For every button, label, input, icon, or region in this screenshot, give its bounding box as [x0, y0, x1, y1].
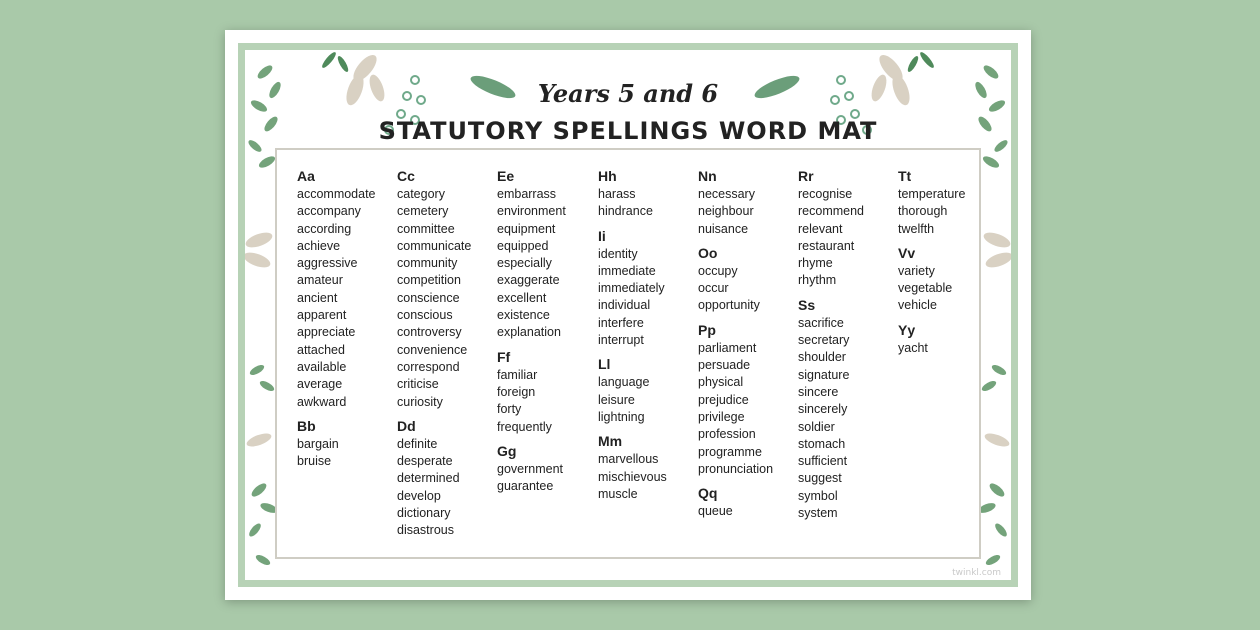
word-column	[798, 167, 864, 528]
spelling-word: familiar	[497, 367, 538, 382]
letter-group	[898, 244, 965, 315]
spelling-word: environment	[497, 204, 566, 219]
letter-group	[598, 167, 667, 221]
letter-group	[497, 348, 566, 436]
letter-heading: Ee	[497, 168, 515, 184]
word-column	[297, 167, 376, 476]
letter-heading: Ll	[598, 356, 611, 373]
letter-heading: Vv	[898, 244, 916, 261]
letter-heading: Qq	[698, 485, 718, 502]
letter-group	[397, 167, 471, 411]
spelling-word: yacht	[898, 340, 928, 355]
spelling-word: accompany	[297, 204, 361, 219]
letter-heading: Aa	[297, 168, 315, 184]
spelling-word: especially	[497, 256, 552, 271]
spelling-word: definite	[397, 436, 438, 451]
spelling-word: prejudice	[698, 392, 749, 407]
spelling-word: shoulder	[798, 350, 846, 365]
letter-group	[397, 417, 471, 540]
spelling-word: necessary	[698, 187, 755, 201]
spelling-word: vegetable	[898, 281, 953, 296]
spelling-word: interfere	[598, 315, 644, 330]
letter-group	[698, 167, 773, 238]
spelling-word: system	[798, 506, 838, 521]
spelling-word: twelfth	[898, 221, 935, 236]
letter-heading: Pp	[698, 321, 716, 338]
spelling-word: variety	[898, 263, 935, 278]
spelling-word: disastrous	[397, 523, 454, 538]
letter-heading: Ff	[497, 348, 511, 365]
letter-heading: Rr	[798, 168, 814, 184]
letter-group	[798, 167, 864, 290]
spelling-word: explanation	[497, 325, 561, 340]
spelling-word: cemetery	[397, 204, 449, 219]
letter-group	[297, 167, 376, 411]
spelling-word: neighbour	[698, 204, 754, 219]
spelling-word: attached	[297, 342, 345, 357]
letter-group	[698, 244, 773, 315]
letter-heading: Hh	[598, 168, 617, 184]
spelling-word: lightning	[598, 409, 645, 424]
spelling-word: persuade	[698, 358, 751, 373]
spelling-word: available	[297, 359, 347, 374]
letter-heading: Oo	[698, 244, 718, 261]
spelling-word: recommend	[798, 204, 864, 219]
word-column	[397, 167, 471, 546]
spelling-word: interrupt	[598, 333, 644, 348]
spelling-word: appreciate	[297, 325, 356, 340]
spelling-word: desperate	[397, 454, 453, 469]
letter-group	[598, 227, 667, 350]
spelling-word: language	[598, 375, 650, 390]
spelling-word: immediate	[598, 263, 656, 278]
spelling-word: equipped	[497, 238, 549, 253]
letter-group	[497, 442, 566, 496]
spelling-word: leisure	[598, 392, 635, 407]
spelling-word: existence	[497, 308, 550, 323]
spelling-word: physical	[698, 375, 744, 390]
word-list-panel	[275, 148, 981, 559]
spelling-word: secretary	[798, 333, 850, 348]
spelling-word: amateur	[297, 273, 343, 288]
spelling-word: bruise	[297, 454, 332, 469]
spelling-word: individual	[598, 298, 651, 313]
spelling-word: soldier	[798, 419, 835, 434]
spelling-word: rhythm	[798, 273, 837, 288]
spelling-word: hindrance	[598, 204, 653, 219]
word-column	[598, 167, 667, 509]
spelling-word: pronunciation	[698, 461, 774, 476]
spelling-word: determined	[397, 471, 460, 486]
spelling-word: sincerely	[798, 402, 848, 417]
spelling-word: sincere	[798, 384, 839, 399]
spelling-word: signature	[798, 367, 850, 382]
spelling-word: bargain	[297, 436, 339, 451]
spelling-word: criticise	[397, 377, 439, 392]
spelling-word: privilege	[698, 409, 745, 424]
spelling-word: immediately	[598, 281, 665, 296]
spelling-word: competition	[397, 273, 461, 288]
spelling-word: equipment	[497, 221, 556, 236]
spelling-word: queue	[698, 504, 733, 519]
spelling-word: symbol	[798, 488, 838, 503]
spelling-word: conscience	[397, 290, 460, 305]
spelling-word: average	[297, 377, 343, 392]
spelling-word: occur	[698, 281, 729, 296]
spelling-word: excellent	[497, 290, 547, 305]
spelling-word: forty	[497, 402, 522, 417]
spelling-word: category	[397, 187, 445, 201]
letter-group	[698, 321, 773, 478]
letter-heading: Nn	[698, 168, 717, 184]
word-mat-frame	[238, 43, 1018, 587]
title-block	[245, 78, 1011, 146]
spelling-word: embarrass	[497, 187, 557, 201]
spelling-word: correspond	[397, 359, 460, 374]
spelling-word: identity	[598, 246, 638, 261]
spelling-word: occupy	[698, 263, 738, 278]
letter-heading: Bb	[297, 417, 316, 434]
spelling-word: sacrifice	[798, 315, 844, 330]
spelling-word: aggressive	[297, 256, 358, 271]
spelling-word: profession	[698, 427, 756, 442]
letter-group	[297, 417, 376, 471]
spelling-word: apparent	[297, 308, 347, 323]
spelling-word: mischievous	[598, 469, 667, 484]
spelling-word: parliament	[698, 340, 757, 355]
spelling-word: relevant	[798, 221, 843, 236]
spelling-word: opportunity	[698, 298, 760, 313]
spelling-word: harass	[598, 187, 636, 201]
spelling-word: ancient	[297, 290, 338, 305]
spelling-word: committee	[397, 221, 455, 236]
page-subtitle: Years 5 and 6	[537, 79, 719, 108]
spelling-word: achieve	[297, 238, 341, 253]
spelling-word: awkward	[297, 394, 347, 409]
spelling-word: develop	[397, 488, 441, 503]
letter-heading: Mm	[598, 433, 623, 450]
letter-group	[598, 432, 667, 503]
spelling-word: according	[297, 221, 352, 236]
spelling-word: conscious	[397, 308, 453, 323]
spelling-word: programme	[698, 444, 762, 459]
spelling-word: temperature	[898, 187, 966, 201]
spelling-word: guarantee	[497, 479, 554, 494]
spelling-word: dictionary	[397, 506, 451, 521]
spelling-word: recognise	[798, 187, 853, 201]
spelling-word: restaurant	[798, 238, 855, 253]
letter-heading: Tt	[898, 168, 912, 184]
spelling-word: exaggerate	[497, 273, 560, 288]
word-column	[898, 167, 965, 363]
letter-group	[898, 321, 965, 357]
letter-heading: Dd	[397, 417, 416, 434]
spelling-word: rhyme	[798, 256, 833, 271]
letter-heading: Yy	[898, 321, 916, 338]
spelling-word: community	[397, 256, 458, 271]
spelling-word: accommodate	[297, 187, 376, 201]
letter-heading: Ii	[598, 227, 606, 244]
spelling-word: convenience	[397, 342, 468, 357]
spelling-word: frequently	[497, 419, 552, 434]
spelling-word: marvellous	[598, 452, 659, 467]
spelling-word: curiosity	[397, 394, 443, 409]
spelling-word: foreign	[497, 384, 536, 399]
page-title: STATUTORY SPELLINGS WORD MAT	[378, 117, 878, 145]
spelling-word: nuisance	[698, 221, 749, 236]
letter-heading: Gg	[497, 442, 517, 459]
spelling-word: muscle	[598, 486, 638, 501]
word-column	[497, 167, 566, 501]
word-column	[698, 167, 773, 526]
letter-group	[598, 355, 667, 426]
spelling-word: thorough	[898, 204, 948, 219]
spelling-word: controversy	[397, 325, 462, 340]
letter-heading: Cc	[397, 168, 415, 184]
letter-heading: Ss	[798, 296, 816, 313]
spelling-word: stomach	[798, 436, 846, 451]
letter-group	[698, 484, 773, 520]
spelling-word: suggest	[798, 471, 842, 486]
spelling-word: communicate	[397, 238, 472, 253]
letter-group	[798, 296, 864, 523]
footer-credit: twinkl.com	[952, 568, 1001, 578]
word-mat-sheet	[225, 30, 1031, 600]
letter-group	[497, 167, 566, 342]
spelling-word: vehicle	[898, 298, 937, 313]
spelling-word: government	[497, 461, 564, 476]
spelling-word: sufficient	[798, 454, 848, 469]
letter-group	[898, 167, 965, 238]
